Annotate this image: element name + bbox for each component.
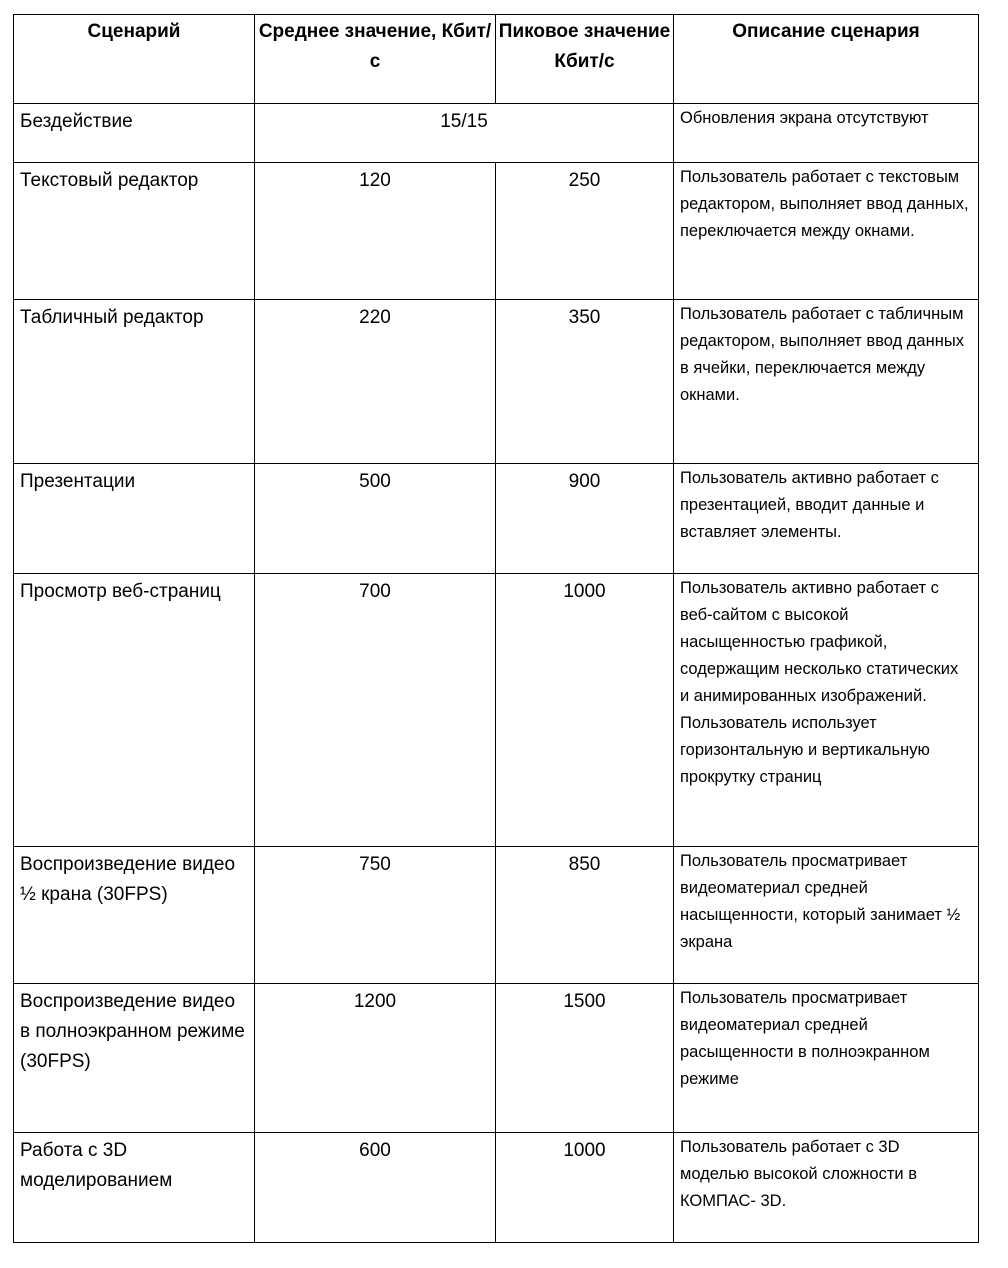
scenario-name: Воспроизведение видео ½ крана (30FPS) <box>14 847 255 984</box>
scenario-bandwidth-table <box>13 14 979 1243</box>
average-value: 700 <box>255 574 496 847</box>
scenario-description: Обновления экрана отсутствуют <box>674 104 979 163</box>
scenario-name: Презентации <box>14 464 255 574</box>
header-peak: Пиковое значение Кбит/с <box>496 15 674 104</box>
scenario-description: Пользователь активно работает с презентацией, вводит данные и вставляет элементы. <box>674 464 979 574</box>
table-header-row <box>14 15 979 104</box>
average-value: 750 <box>255 847 496 984</box>
peak-value: 1500 <box>496 984 674 1133</box>
peak-value: 850 <box>496 847 674 984</box>
table-row <box>14 847 979 984</box>
peak-value: 350 <box>496 300 674 464</box>
average-value: 500 <box>255 464 496 574</box>
table-row <box>14 163 979 300</box>
scenario-name: Бездействие <box>14 104 255 163</box>
scenario-name: Табличный редактор <box>14 300 255 464</box>
peak-value: 1000 <box>496 1133 674 1243</box>
scenario-description: Пользователь просматривает видеоматериал средней насыщенности, который занимает ½ экрана <box>674 847 979 984</box>
scenario-name: Просмотр веб-страниц <box>14 574 255 847</box>
table-row <box>14 1133 979 1243</box>
scenario-name: Текстовый редактор <box>14 163 255 300</box>
header-description: Описание сценария <box>674 15 979 104</box>
scenario-description: Пользователь активно работает с веб-сайтом с высокой насыщенностью графикой, содержащим несколько статических и анимированных изображений. Пользователь использует горизонтальную и вертикальную прокрутку страниц <box>674 574 979 847</box>
scenario-description: Пользователь работает с текстовым редактором, выполняет ввод данных, переключается между окнами. <box>674 163 979 300</box>
peak-value: 900 <box>496 464 674 574</box>
average-value: 220 <box>255 300 496 464</box>
peak-value: 250 <box>496 163 674 300</box>
table-row <box>14 104 979 163</box>
scenario-description: Пользователь просматривает видеоматериал средней расыщенности в полноэкранном режиме <box>674 984 979 1133</box>
header-average: Среднее значение, Кбит/с <box>255 15 496 104</box>
merged-value: 15/15 <box>255 104 674 163</box>
table-row <box>14 300 979 464</box>
header-scenario: Сценарий <box>14 15 255 104</box>
scenario-name: Воспроизведение видео в полноэкранном режиме (30FPS) <box>14 984 255 1133</box>
scenario-description: Пользователь работает с 3D моделью высокой сложности в КОМПАС- 3D. <box>674 1133 979 1243</box>
average-value: 600 <box>255 1133 496 1243</box>
table-row <box>14 464 979 574</box>
table-row <box>14 574 979 847</box>
average-value: 120 <box>255 163 496 300</box>
table-row <box>14 984 979 1133</box>
average-value: 1200 <box>255 984 496 1133</box>
peak-value: 1000 <box>496 574 674 847</box>
scenario-description: Пользователь работает с табличным редактором, выполняет ввод данных в ячейки, переключается между окнами. <box>674 300 979 464</box>
scenario-name: Работа с 3D моделированием <box>14 1133 255 1243</box>
